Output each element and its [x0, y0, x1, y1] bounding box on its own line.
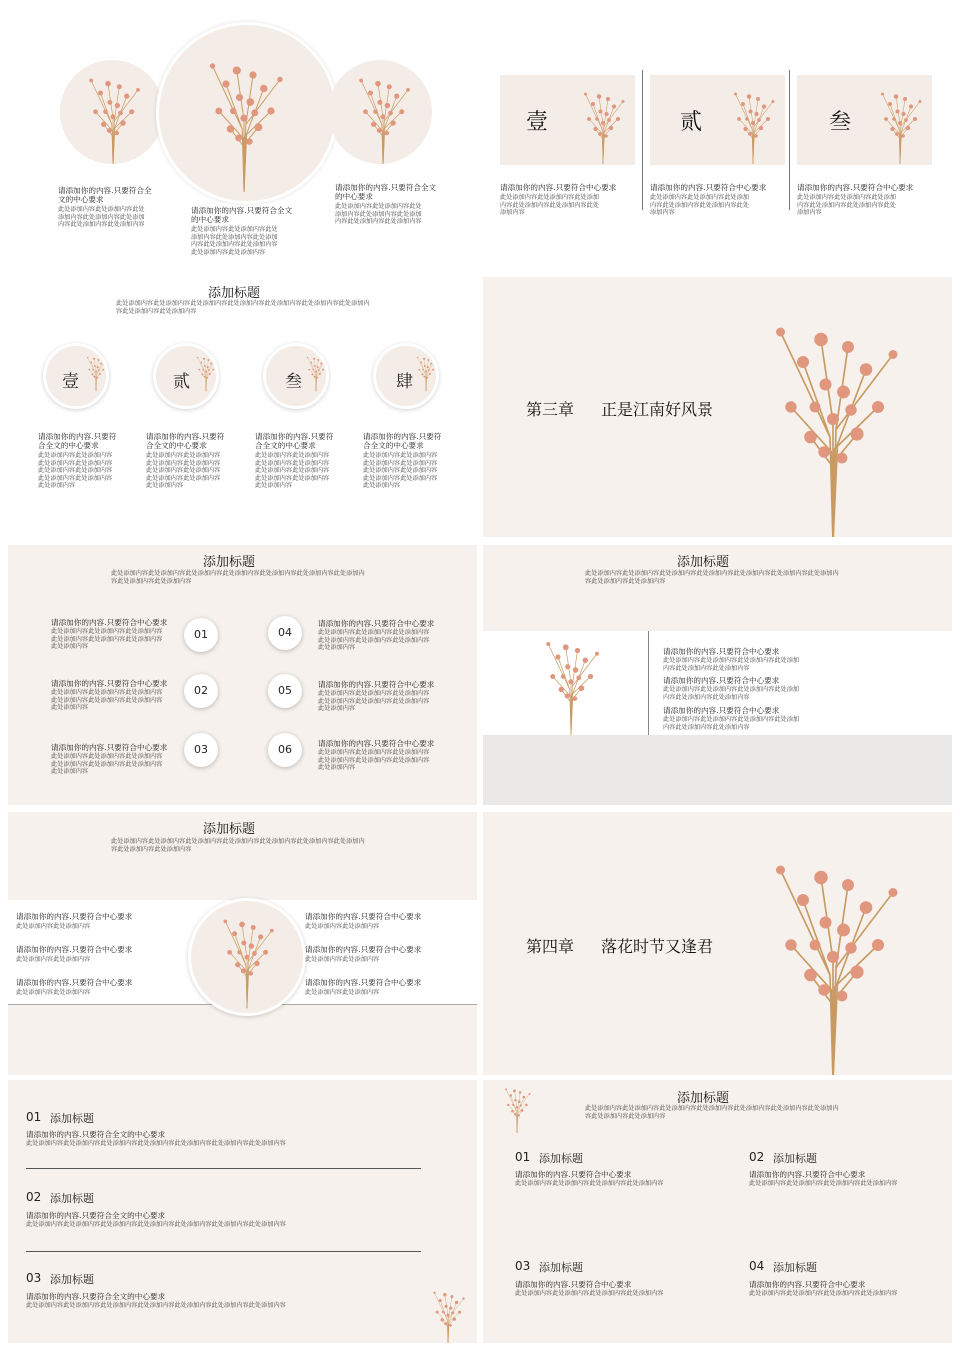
- floor-band: [483, 735, 952, 805]
- chapter-number: 第四章: [526, 937, 575, 956]
- badge-circle-1: [43, 343, 109, 409]
- item-lead: 请添加你的内容.只要符合中心要求: [749, 1170, 866, 1179]
- slide-circles-three: [8, 8, 477, 268]
- item-body: 此处添加内容此处添加内容此处 添加内容此处添加内容此处添加 内容此处添加内容此处添加内容: [335, 203, 422, 226]
- item-lead: 请添加你的内容.只要符合中心要求: [663, 676, 780, 685]
- item-body: 此处添加内容此处添加内容: [16, 923, 91, 930]
- card-body: 此处添加内容此处添加内容此处添加 内容此处添加内容此处添加内容此处 添加内容: [650, 194, 749, 217]
- flower-icon: [304, 350, 328, 394]
- item-lead: 请添加你的内容.只要符合全文的中心要求: [26, 1130, 166, 1139]
- flower-icon: [753, 302, 913, 537]
- card-body: 此处添加内容此处添加内容此处添加 内容此处添加内容此处添加内容此处 添加内容: [500, 194, 599, 217]
- flower-icon: [875, 83, 925, 165]
- card-label: 贰: [680, 110, 703, 135]
- flower-icon: [428, 1285, 468, 1343]
- item-lead: 请添加你的内容.只要符合中心要求: [663, 706, 780, 715]
- item-body: 此处添加内容此处添加内容此处添加内容 此处添加内容此处添加内容此处添加内容 此处添加内容: [318, 749, 430, 772]
- item-body: 此处添加内容此处添加内容: [305, 956, 380, 963]
- number-badge: [184, 674, 218, 708]
- divider: [789, 70, 790, 210]
- slide-subtitle: 此处添加内容此处添加内容此处添加内容此处添加内容此处添加内容此处添加内容此处添加内 容此处添加内容此处添加内容: [111, 838, 365, 853]
- badge-number: 01: [194, 628, 208, 641]
- slide-four-circles: [8, 277, 477, 537]
- item-heading: 添加标题: [539, 1261, 583, 1274]
- slide-three-list: [8, 1080, 477, 1343]
- item-lead: 请添加你的内容.只要符合中心要求: [16, 912, 133, 921]
- slide-subtitle: 此处添加内容此处添加内容此处添加内容此处添加内容此处添加内容此处添加内容此处添加内 容此处添加内容此处添加内容: [585, 1105, 839, 1120]
- badge-number: 05: [278, 684, 292, 697]
- badge-number: 03: [194, 743, 208, 756]
- divider: [26, 1168, 421, 1169]
- item-number: 02: [26, 1190, 42, 1204]
- flower-icon: [216, 906, 278, 1011]
- item-body: 此处添加内容此处添加内容此处添加内容此处添加 内容此处添加内容此处添加内容: [663, 686, 800, 701]
- badge-circle-3: [263, 343, 329, 409]
- item-lead: 请添加你的内容.只要符 合全文的中心要求: [146, 432, 225, 450]
- card-lead: 请添加你的内容.只要符合中心要求: [500, 183, 617, 192]
- number-badge: [268, 733, 302, 767]
- item-number: 01: [26, 1110, 42, 1124]
- item-lead: 请添加你的内容.只要符合中心要求: [51, 618, 168, 627]
- badge-label: 壹: [62, 372, 79, 392]
- flower-icon: [753, 840, 913, 1075]
- item-number: 03: [26, 1271, 42, 1285]
- item-lead: 请添加你的内容.只要符合全文 的中心要求: [335, 183, 437, 201]
- slide-four-grid: [483, 1080, 952, 1343]
- divider: [648, 631, 649, 735]
- number-badge: [184, 733, 218, 767]
- card-lead: 请添加你的内容.只要符合中心要求: [650, 183, 767, 192]
- item-body: 此处添加内容此处添加内容此处添加内容 此处添加内容此处添加内容此处添加内容 此处添加内容: [51, 689, 163, 712]
- item-lead: 请添加你的内容.只要符 合全文的中心要求: [255, 432, 334, 450]
- item-body: 此处添加内容此处添加内容: [16, 989, 91, 996]
- number-badge: [184, 618, 218, 652]
- item-body: 此处添加内容此处添加内容此处添加内容 此处添加内容此处添加内容此处添加内容 此处添加内容: [318, 690, 430, 713]
- photo-circle-left: [60, 60, 164, 164]
- item-heading: 添加标题: [50, 1192, 94, 1205]
- badge-number: 06: [278, 743, 292, 756]
- number-badge: [268, 674, 302, 708]
- flower-icon: [501, 1083, 533, 1133]
- photo-circle-right: [328, 60, 432, 164]
- card-2: [650, 75, 785, 165]
- item-heading: 添加标题: [50, 1112, 94, 1125]
- chapter-title: 落花时节又逢君: [601, 937, 714, 956]
- item-body: 此处添加内容此处添加内容此处添加内容此处添加内容: [515, 1290, 664, 1297]
- flower-icon: [414, 350, 438, 394]
- slide-title: 添加标题: [203, 822, 256, 837]
- slide-chapter-three: [483, 277, 952, 537]
- item-lead: 请添加你的内容.只要符合全 文的中心要求: [58, 186, 152, 204]
- number-badge: [268, 616, 302, 650]
- card-label: 壹: [526, 110, 549, 135]
- flower-icon: [348, 68, 418, 164]
- item-body: 此处添加内容此处添加内容此处添加内容此处添加内容: [749, 1180, 898, 1187]
- card-3: [797, 75, 932, 165]
- item-lead: 请添加你的内容.只要符合中心要求: [749, 1280, 866, 1289]
- item-body: 此处添加内容此处添加内容此处添加内容此处添加内容此处添加内容此处添加内容此处添加内容: [26, 1302, 286, 1309]
- flower-icon: [531, 631, 611, 735]
- slide-six-points: [8, 545, 477, 805]
- flower-icon: [728, 83, 778, 165]
- item-heading: 添加标题: [50, 1273, 94, 1286]
- slide-subtitle: 此处添加内容此处添加内容此处添加内容此处添加内容此处添加内容此处添加内容此处添加内 容此处添加内容此处添加内容: [111, 570, 365, 585]
- item-body: 此处添加内容此处添加内容此处 添加内容此处添加内容此处添加 内容此处添加内容此处添加内容: [58, 206, 145, 229]
- item-lead: 请添加你的内容.只要符合全文的中心要求: [26, 1292, 166, 1301]
- item-body: 此处添加内容此处添加内容: [305, 989, 380, 996]
- slide-flower-panel: [483, 545, 952, 805]
- flower-icon: [199, 45, 289, 195]
- item-body: 此处添加内容此处添加内容 此处添加内容此处添加内容 此处添加内容此处添加内容 此处添加内容此处添加内容 此处添加内容: [363, 452, 438, 490]
- item-body: 此处添加内容此处添加内容此处添加内容 此处添加内容此处添加内容此处添加内容 此处添加内容: [51, 628, 163, 651]
- item-body: 此处添加内容此处添加内容此处添加内容此处添加内容: [515, 1180, 664, 1187]
- badge-number: 04: [278, 626, 292, 639]
- slide-title: 添加标题: [677, 555, 730, 570]
- item-lead: 请添加你的内容.只要符合中心要求: [305, 912, 422, 921]
- card-label: 叁: [829, 110, 852, 135]
- item-lead: 请添加你的内容.只要符合中心要求: [663, 647, 780, 656]
- item-number: 04: [749, 1259, 765, 1273]
- badge-label: 叁: [285, 372, 302, 392]
- badge-label: 贰: [173, 372, 190, 392]
- item-number: 03: [515, 1259, 531, 1273]
- item-body: 此处添加内容此处添加内容此处添加内容此处添加内容: [749, 1290, 898, 1297]
- item-heading: 添加标题: [773, 1261, 817, 1274]
- card-lead: 请添加你的内容.只要符合中心要求: [797, 183, 914, 192]
- slide-title: 添加标题: [208, 286, 261, 301]
- divider: [26, 1251, 421, 1252]
- item-heading: 添加标题: [539, 1152, 583, 1165]
- flower-icon: [578, 83, 628, 165]
- item-lead: 请添加你的内容.只要符合中心要求: [51, 679, 168, 688]
- photo-circle: [188, 898, 306, 1016]
- badge-circle-4: [373, 343, 439, 409]
- slide-subtitle: 此处添加内容此处添加内容此处添加内容此处添加内容此处添加内容此处添加内容此处添加内 容此处添加内容此处添加内容: [116, 300, 370, 315]
- chapter-number: 第三章: [526, 400, 575, 419]
- item-lead: 请添加你的内容.只要符合中心要求: [51, 743, 168, 752]
- item-number: 01: [515, 1150, 531, 1164]
- flower-icon: [84, 350, 108, 394]
- item-body: 此处添加内容此处添加内容此处 添加内容此处添加内容此处添加 内容此处添加内容此处添加内容 此处添加内容此处添加内容: [191, 226, 278, 256]
- slide-title: 添加标题: [677, 1091, 730, 1106]
- slide-title: 添加标题: [203, 555, 256, 570]
- item-body: 此处添加内容此处添加内容 此处添加内容此处添加内容 此处添加内容此处添加内容 此处添加内容此处添加内容 此处添加内容: [38, 452, 113, 490]
- item-lead: 请添加你的内容.只要符合中心要求: [318, 619, 435, 628]
- item-lead: 请添加你的内容.只要符 合全文的中心要求: [363, 432, 442, 450]
- item-body: 此处添加内容此处添加内容 此处添加内容此处添加内容 此处添加内容此处添加内容 此处添加内容此处添加内容 此处添加内容: [146, 452, 221, 490]
- item-body: 此处添加内容此处添加内容此处添加内容 此处添加内容此处添加内容此处添加内容 此处添加内容: [51, 753, 163, 776]
- item-lead: 请添加你的内容.只要符合中心要求: [515, 1170, 632, 1179]
- badge-label: 肆: [396, 372, 413, 392]
- item-lead: 请添加你的内容.只要符合中心要求: [318, 739, 435, 748]
- item-body: 此处添加内容此处添加内容此处添加内容此处添加 内容此处添加内容此处添加内容: [663, 716, 800, 731]
- item-lead: 请添加你的内容.只要符合中心要求: [16, 978, 133, 987]
- card-body: 此处添加内容此处添加内容此处添加 内容此处添加内容此处添加内容此处 添加内容: [797, 194, 896, 217]
- item-body: 此处添加内容此处添加内容此处添加内容此处添加 内容此处添加内容此处添加内容: [663, 657, 800, 672]
- divider: [642, 70, 643, 210]
- flower-icon: [194, 350, 218, 394]
- slide-center-circle: [8, 812, 477, 1075]
- item-body: 此处添加内容此处添加内容: [305, 923, 380, 930]
- item-lead: 请添加你的内容.只要符合全文 的中心要求: [191, 206, 293, 224]
- item-lead: 请添加你的内容.只要符合中心要求: [318, 680, 435, 689]
- card-1: [500, 75, 635, 165]
- item-body: 此处添加内容此处添加内容此处添加内容此处添加内容此处添加内容此处添加内容此处添加内容: [26, 1140, 286, 1147]
- item-lead: 请添加你的内容.只要符合中心要求: [305, 978, 422, 987]
- slide-chapter-four: [483, 812, 952, 1075]
- item-lead: 请添加你的内容.只要符合中心要求: [515, 1280, 632, 1289]
- item-lead: 请添加你的内容.只要符 合全文的中心要求: [38, 432, 117, 450]
- item-number: 02: [749, 1150, 765, 1164]
- item-heading: 添加标题: [773, 1152, 817, 1165]
- item-lead: 请添加你的内容.只要符合全文的中心要求: [26, 1211, 166, 1220]
- item-body: 此处添加内容此处添加内容此处添加内容此处添加内容此处添加内容此处添加内容此处添加内容: [26, 1221, 286, 1228]
- item-body: 此处添加内容此处添加内容 此处添加内容此处添加内容 此处添加内容此处添加内容 此处添加内容此处添加内容 此处添加内容: [255, 452, 330, 490]
- photo-circle-center: [156, 22, 338, 204]
- item-body: 此处添加内容此处添加内容: [16, 956, 91, 963]
- badge-number: 02: [194, 684, 208, 697]
- flower-icon: [78, 68, 148, 164]
- item-lead: 请添加你的内容.只要符合中心要求: [16, 945, 133, 954]
- slide-three-cards: [483, 8, 952, 268]
- slide-subtitle: 此处添加内容此处添加内容此处添加内容此处添加内容此处添加内容此处添加内容此处添加内 容此处添加内容此处添加内容: [585, 570, 839, 585]
- badge-circle-2: [153, 343, 219, 409]
- item-lead: 请添加你的内容.只要符合中心要求: [305, 945, 422, 954]
- chapter-title: 正是江南好风景: [601, 400, 714, 419]
- item-body: 此处添加内容此处添加内容此处添加内容 此处添加内容此处添加内容此处添加内容 此处添加内容: [318, 629, 430, 652]
